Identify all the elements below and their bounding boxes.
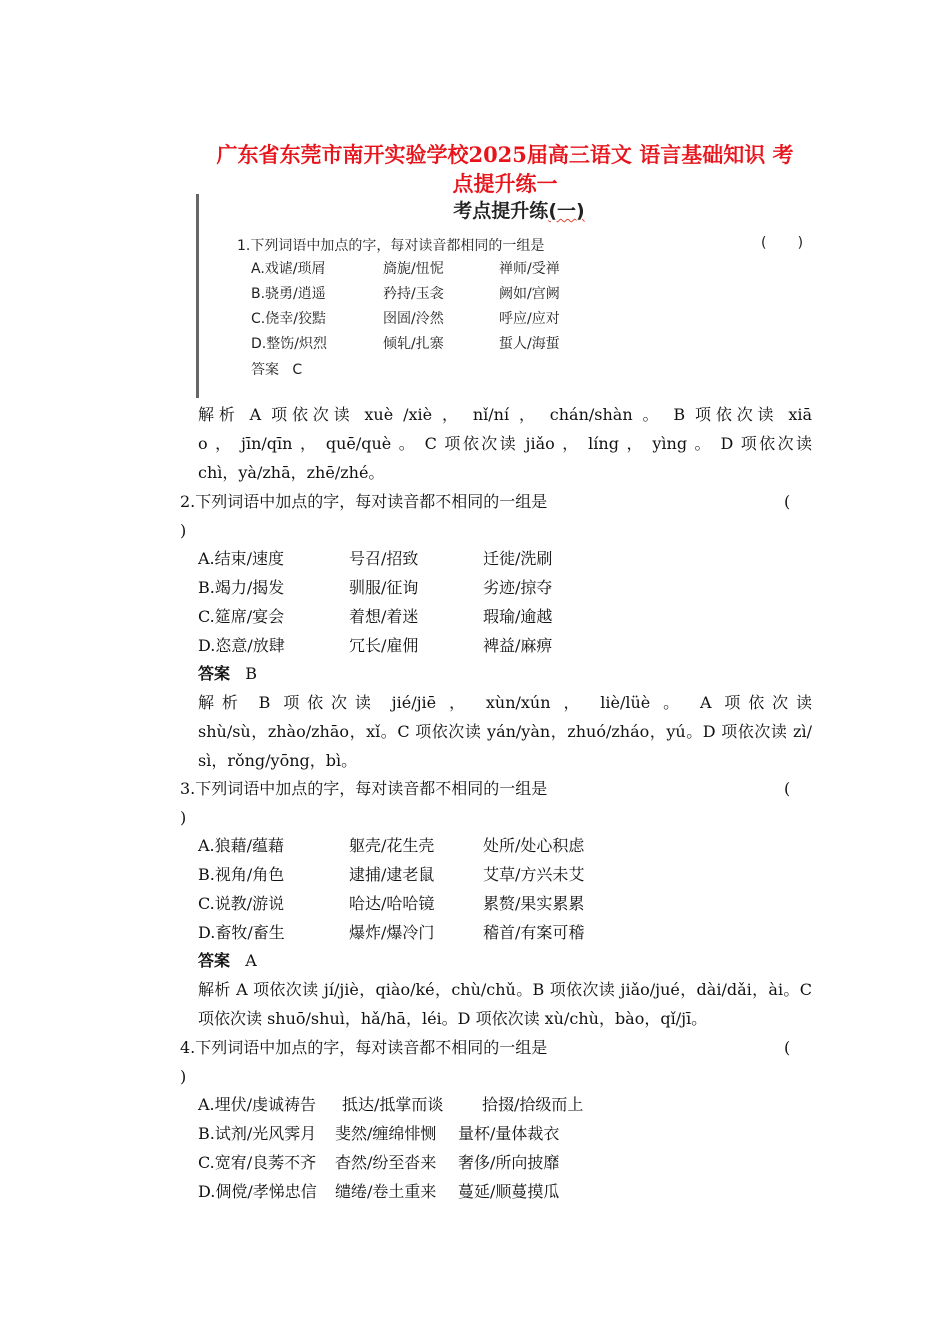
q2-option-d1: D.恣意/放肆 [198,636,285,655]
option-cell: 呼应/应对 [499,311,560,327]
q3-option-b2: 逮捕/逮老鼠 [349,865,435,884]
q3-option-b3: 艾草/方兴未艾 [483,865,585,884]
q4-option-b1: B.试剂/光风霁月 [198,1124,317,1143]
q4-option-d1: D.倜傥/孝悌忠信 [198,1182,317,1201]
q3-open-paren: ( [784,779,791,798]
q2-stem: 2.下列词语中加点的字，每对读音都不相同的一组是 [180,492,548,511]
q3-option-b1: B.视角/角色 [198,865,285,884]
q4-close-paren: ) [180,1067,187,1086]
embedded-title-main: 考点提升练 [453,200,549,222]
embedded-question-stem: 1.下列词语中加点的字，每对读音都相同的一组是 [237,238,545,254]
q2-option-c2: 着想/着迷 [349,607,419,626]
q2-answer-value: B [245,664,258,683]
option-cell: A.戏谑/琐屑 [251,261,326,277]
q4-option-d3: 蔓延/顺蔓摸瓜 [458,1182,560,1201]
q3-option-d3: 稽首/有案可稽 [483,923,585,942]
option-cell: 矜持/玉衾 [383,286,444,302]
q2-option-c3: 瑕瑜/逾越 [483,607,553,626]
q4-option-b3: 量杯/量体裁衣 [458,1124,560,1143]
q2-option-a1: A.结束/速度 [198,549,285,568]
option-cell: 旖旎/忸怩 [383,261,444,277]
q2-answer [198,664,257,684]
option-cell: 禅师/受禅 [499,261,560,277]
q3-answer [198,951,257,971]
title-line-1: 广东省东莞市南开实验学校2025届高三语文 语言基础知识 考 [216,142,794,167]
option-cell: D.整饬/炽烈 [251,336,327,352]
q4-option-a1: A.埋伏/虔诚祷告 [198,1095,317,1114]
q4-option-c3: 奢侈/所向披靡 [458,1153,560,1172]
q2-option-b3: 劣迹/掠夺 [483,578,553,597]
q4-option-a3: 拾掇/拾级而上 [482,1095,584,1114]
q3-option-a3: 处所/处心积虑 [483,836,585,855]
q3-answer-label: 答案 [198,951,231,970]
option-cell: 阙如/宫阙 [499,286,560,302]
q3-option-a2: 躯壳/花生壳 [349,836,435,855]
q2-open-paren: ( [784,492,791,511]
q2-analysis-line-3: sì，rǒng/yōng，bì。 [198,751,358,770]
q2-close-paren: ) [180,521,187,540]
option-cell: B.骁勇/逍遥 [251,286,326,302]
q3-option-a1: A.狼藉/蕴藉 [198,836,285,855]
q4-option-a2: 抵达/抵掌而谈 [342,1095,444,1114]
q3-close-paren: ) [180,808,187,827]
q3-option-c1: C.说教/游说 [198,894,285,913]
q1-analysis-line-2: o ， jīn/qīn ， quē/què 。 C 项依次读 jiǎo ， líng ， yìng 。 D 项依次读 [198,434,812,453]
q2-option-b1: B.竭力/揭发 [198,578,285,597]
q3-option-d1: D.畜牧/畜生 [198,923,285,942]
q3-option-c3: 累赘/果实累累 [483,894,585,913]
q3-answer-value: A [245,951,257,970]
q3-option-c2: 哈达/哈哈镜 [349,894,435,913]
q2-analysis-line-2: shù/sù，zhào/zhāo，xǐ。C 项依次读 yán/yàn，zhuó/zháo，yú。D 项依次读 zì/ [198,722,812,741]
q2-option-b2: 驯服/征询 [349,578,419,597]
embedded-title [199,196,839,223]
embedded-title-paren: (一) [548,200,585,222]
q2-option-a2: 号召/招致 [349,549,419,568]
title-line-2: 点提升练一 [452,171,558,196]
q2-analysis-line-1: 解析 B 项依次读 jié/jiē ， xùn/xún ， liè/lüè 。 A 项依次读 [198,693,812,712]
q2-option-d3: 裨益/麻痹 [483,636,553,655]
q4-option-d2: 缱绻/卷土重来 [335,1182,437,1201]
q3-stem: 3.下列词语中加点的字，每对读音都不相同的一组是 [180,779,548,798]
q3-analysis-line-1: 解析 A 项依次读 jí/jiè，qiào/ké，chù/chǔ。B 项依次读 jiǎo/jué，dài/dǎi，ài。C [198,980,812,999]
embedded-question-image [196,194,839,398]
q2-option-c1: C.筵席/宴会 [198,607,285,626]
q4-option-c1: C.宽宥/良莠不齐 [198,1153,317,1172]
q1-analysis-line-1: 解析 A 项依次读 xuè /xiè ， nǐ/ní ， chán/shàn 。 B 项依次读 xiā [198,405,812,424]
q4-option-b2: 斐然/缠绵悱恻 [335,1124,437,1143]
q1-analysis-line-3: chì，yà/zhā，zhē/zhé。 [198,463,385,482]
embedded-answer-paren: ( ) [761,235,804,251]
option-cell: C.侥幸/狡黠 [251,311,326,327]
q2-option-d2: 冗长/雇佣 [349,636,419,655]
option-cell: 囹圄/泠然 [383,311,444,327]
option-cell: 倾轧/扎寨 [383,336,444,352]
document-title [190,140,820,198]
q3-analysis-line-2: 项依次读 shuō/shuì，hǎ/hā，léi。D 项依次读 xù/chù，bào，qǐ/jī。 [198,1009,708,1028]
q4-open-paren: ( [784,1038,791,1057]
q2-option-a3: 迁徙/洗刷 [483,549,553,568]
q4-option-c2: 杳然/纷至沓来 [335,1153,437,1172]
q3-option-d2: 爆炸/爆冷门 [349,923,435,942]
option-cell: 蜇人/海蜇 [499,336,560,352]
embedded-answer: 答案 C [251,362,303,378]
q4-stem: 4.下列词语中加点的字，每对读音都不相同的一组是 [180,1038,548,1057]
q2-answer-label: 答案 [198,664,231,683]
